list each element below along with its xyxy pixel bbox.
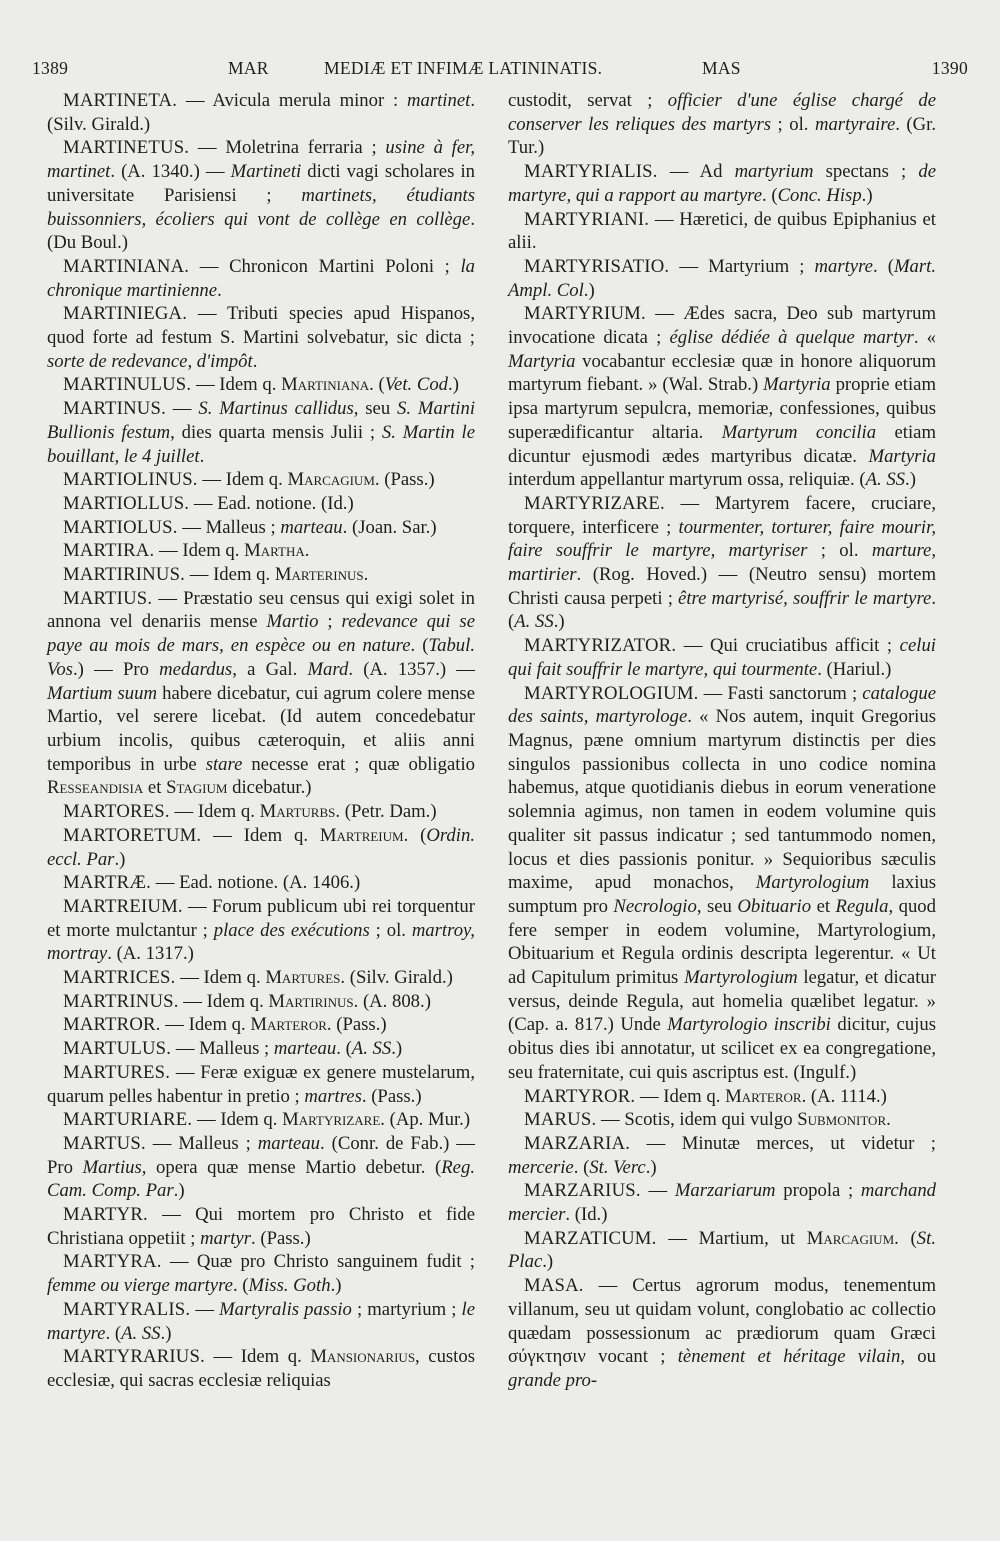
entry-definition: — Qui cruciatibus afficit ; celui qui fait souffrir le martyre, qui tourmente. (Hariul.) [508,635,936,680]
entry-lemma: MARTURIARE. [63,1109,193,1131]
entry-definition: — Idem q. Marcagium. (Pass.) [197,469,435,491]
entry-definition: — Ædes sacra, Deo sub martyrum invocatione dicata ; église dédiée à quelque martyr. « Martyria vocabantur ecclesiæ quæ in honore aliquorum martyrum fiebant. » (Wal. Strab.) Martyria proprie etiam ipsa martyrum sepulcra, memoriæ, confessiones, quibus superædificantur altaria. Martyrum concilia etiam dicuntur ejusmodi ædes martyribus dicatæ. Martyria interdum appellantur martyrum ossa, reliquiæ. (A. SS.) [508,303,937,491]
entry-definition: — Ead. notione. (Id.) [189,492,354,514]
guide-word-left: MAR [228,58,269,78]
entry-definition: — Præstatio seu census qui exigi solet in annona vel denariis mense Martio ; redevance qui se paye au mois de mars, en espèce ou en nature. (Tabul. Vos.) — Pro medardus, a Gal. Mard. (A. 1357.) — Martium suum habere dicebatur, cui agrum colere mense Martio, vel serere licebat. (Id autem concedebatur urbium incolis, quibus cæteroquin, et aliis anni temporibus in urbe stare necesse erat ; quæ obligatio Resseandisia et Stagium dicebatur.) [47,587,475,799]
entry-definition: — Martyrium ; martyre. (Mart. Ampl. Col.) [508,255,936,301]
entry-definition: — Certus agrorum modus, tenementum villanum, seu ut quidam volunt, conglobatio ac collectio quædam possessionum ac prædiorum quam Græci σύγκτησιν vocant ; tènement et héritage vilain, ou grande pro- [508,1275,936,1391]
dictionary-entry [47,492,475,516]
entry-lemma: MARTYRIALIS. [524,161,658,183]
entry-lemma: MARTINULUS. [63,374,192,396]
dictionary-entry [47,563,475,587]
entry-definition: — Idem q. Marteror. (A. 1114.) [635,1085,887,1107]
entry-definition: — Scotis, idem qui vulgo Submonitor. [596,1109,891,1131]
entry-definition: — S. Martinus callidus, seu S. Martini Bullionis festum, dies quarta mensis Julii ; S. Martin le bouillant, le 4 juillet. [47,398,476,467]
dictionary-entry [47,1108,475,1132]
entry-lemma: MARTINUS. [63,398,166,420]
entry-definition: — Idem q. Martha. [154,540,310,562]
dictionary-entry [47,895,475,966]
entry-definition: — Chronicon Martini Poloni ; la chronique martinienne. [47,255,475,301]
entry-definition: — Hæretici, de quibus Epiphanius et alii. [508,208,936,254]
page-number-right: 1390 [931,58,968,78]
dictionary-entry [508,302,936,492]
entry-lemma: MARTINETUS. [63,137,190,159]
entry-definition: — Idem q. Marturbs. (Petr. Dam.) [169,801,437,823]
dictionary-entry [47,89,475,136]
dictionary-entry [47,302,475,373]
dictionary-entry [508,1227,936,1274]
entry-definition: — Malleus ; marteau. (Conr. de Fab.) — Pro Martius, opera quæ mense Martio debetur. (Reg. Cam. Comp. Par.) [47,1132,475,1202]
entry-definition: — Martyrem facere, cruciare, torquere, interficere ; tourmenter, torturer, faire mourir, faire souffrir le martyre, martyriser ; ol. marture, martirier. (Rog. Hoved.) — (Neutro sensu) mortem Christi causa perpeti ; être martyrisé, souffrir le martyre. (A. SS.) [508,492,937,633]
entry-lemma: MARTIOLUS. [63,516,178,538]
dictionary-entry [47,255,475,302]
entry-lemma: MARTORES. [63,801,170,823]
entry-definition: — Idem q. Mansionarius, custos ecclesiæ, qui sacras ecclesiæ reliquias [47,1346,475,1391]
entry-lemma: MARTIOLINUS. [63,469,198,491]
dictionary-entry [47,871,475,895]
dictionary-entry [508,160,936,207]
dictionary-entry [508,634,936,681]
entry-lemma: MARTIOLLUS. [63,492,190,514]
dictionary-entry [47,397,475,468]
entry-definition: — Idem q. Martiniana. (Vet. Cod.) [191,374,459,396]
entry-lemma: MARTORETUM. [63,824,202,846]
entry-definition: — Idem q. Martures. (Silv. Girald.) [175,967,453,989]
entry-lemma: MARTYROLOGIUM. [524,682,699,704]
entry-definition: — Forum publicum ubi rei torquentur et morte mulctantur ; place des exécutions ; ol. martroy, mortray. (A. 1317.) [47,895,475,965]
dictionary-entry [47,1203,475,1250]
dictionary-entry [47,800,475,824]
entry-lemma: MARTYRA. [63,1251,162,1273]
entry-lemma: MARTYRIZATOR. [524,635,677,657]
entry-lemma: MASA. [524,1275,584,1297]
entry-definition: — Tributi species apud Hispanos, quod forte ad festum S. Martini solvebatur, sic dicta ; sorte de redevance, d'impôt. [47,303,475,372]
dictionary-entry [508,1108,936,1132]
dictionary-entry [508,255,936,302]
dictionary-entry [47,1013,475,1037]
entry-definition: — Idem q. Marterinus. [185,564,369,586]
dictionary-entry [508,1179,936,1226]
entry-definition: — Idem q. Martreium. (Ordin. eccl. Par.) [47,824,475,870]
entry-definition: — Marzariarum propola ; marchand mercier. (Id.) [508,1180,937,1226]
entry-lemma: MARTINIANA. [63,255,190,277]
dictionary-entry [47,539,475,563]
dictionary-entry [47,1345,475,1392]
entry-lemma: MARTRINUS. [63,990,179,1012]
entry-lemma: MARZARIA. [524,1132,631,1154]
entry-definition: — Idem q. Martirinus. (A. 808.) [178,990,431,1012]
entry-lemma: MARTIRINUS. [63,564,186,586]
dictionary-entry [508,492,936,634]
dictionary-entry [508,682,936,1085]
dictionary-entry [47,1132,475,1203]
dictionary-entry [47,468,475,492]
entry-definition: — Malleus ; marteau. (Joan. Sar.) [177,516,437,538]
entry-lemma: MARTYRIUM. [524,303,646,325]
dictionary-entry [47,824,475,871]
page-number-left: 1389 [32,58,69,78]
entry-lemma: MARTYR. [63,1204,148,1226]
entry-lemma: MARTREIUM. [63,895,183,917]
left-column [47,89,475,1393]
dictionary-entry [47,1037,475,1061]
entry-definition: — Minutæ merces, ut videtur ; mercerie. (St. Verc.) [508,1132,936,1178]
entry-lemma: MARTIUS. [63,587,153,609]
entry-definition: — Malleus ; marteau. (A. SS.) [171,1038,403,1060]
entry-definition: — Idem q. Martyrizare. (Ap. Mur.) [192,1109,471,1131]
entry-definition: — Ead. notione. (A. 1406.) [151,872,361,894]
entry-lemma: MARTYRIZARE. [524,492,665,514]
entry-lemma: MARTROR. [63,1014,161,1036]
dictionary-entry [47,587,475,800]
guide-word-right: MAS [702,58,741,78]
dictionary-entry [47,1250,475,1297]
dictionary-entry [47,516,475,540]
entry-definition: — Quæ pro Christo sanguinem fudit ; femme ou vierge martyre. (Miss. Goth.) [47,1251,475,1297]
entry-lemma: MARTULUS. [63,1038,172,1060]
dictionary-entry [47,136,475,255]
entry-lemma: MARTUS. [63,1132,146,1154]
entry-lemma: MARTYROR. [524,1085,636,1107]
entry-definition: — Moletrina ferraria ; usine à fer, martinet. (A. 1340.) — Martineti dicti vagi scholares in universitate Parisiensi ; martinets, étudiants buissonniers, écoliers qui vont de collège en collège. (Du Boul.) [47,137,475,254]
dictionary-entry [47,373,475,397]
entry-lemma: MARZARIUS. [524,1180,641,1202]
entry-lemma: MARTYRIANI. [524,208,650,230]
dictionary-entry [47,1298,475,1345]
running-header [32,58,968,84]
dictionary-entry [508,1132,936,1179]
dictionary-entry [508,208,936,255]
entry-definition: — Feræ exiguæ ex genere mustelarum, quarum pelles habentur in pretio ; martres. (Pass.) [47,1061,475,1107]
entry-lemma: MARTRICES. [63,967,176,989]
entry-definition: — Martyralis passio ; martyrium ; le martyre. (A. SS.) [47,1298,475,1344]
entry-lemma: MARTIRA. [63,540,155,562]
entry-definition: — Qui mortem pro Christo et fide Christiana oppetiit ; martyr. (Pass.) [47,1204,475,1249]
entry-definition: — Fasti sanctorum ; catalogue des saints, martyrologe. « Nos autem, inquit Gregorius Magnus, pæne omnium martyrum distinctis per dies singulos passionibus collecta in uno codice nomina habemus, atque quotidianis diebus in eorum veneratione solemnia agimus, non tamen in eodem volumine quis qualiter sit passus indicatur ; sed tantummodo nomen, locus et dies passionis ponitur. » Sequioribus sæculis maxime, apud monachos, Martyrologium laxius sumptum pro Necrologio, seu Obituario et Regula, quod fere semper in eodem volumine, Martyrologium, Obituarium et Regula ordinis descripta legerentur. « Ut ad Capitulum primitus Martyrologium legatur, et dicatur versus, deinde Regula, aut homelia quælibet legatur. » (Cap. a. 817.) Unde Martyrologio inscribi dicitur, cujus obitus dies ibi annotatur, ut scilicet ex ea congregatione, seu fraternitate, cui quis ascriptus est. (Ingulf.) [508,682,937,1083]
entry-lemma: MARZATICUM. [524,1227,657,1249]
entry-lemma: MARTINETA. [63,90,178,111]
entry-definition: — Avicula merula minor : martinet. (Silv. Girald.) [47,90,475,135]
entry-definition: custodit, servat ; officier d'une église chargé de conserver les reliques des martyrs ; ol. martyraire. (Gr. Tur.) [508,90,936,159]
dictionary-entry [508,1085,936,1109]
entry-lemma: MARTYRISATIO. [524,255,670,277]
running-title: MEDIÆ ET INFIMÆ LATININATIS. [324,58,603,78]
entry-lemma: MARTYRARIUS. [63,1346,205,1368]
entry-lemma: MARUS. [524,1109,597,1131]
entry-definition: — Idem q. Marteror. (Pass.) [160,1014,387,1036]
entry-definition: — Ad martyrium spectans ; de martyre, qui a rapport au martyre. (Conc. Hisp.) [508,161,937,206]
entry-lemma: MARTRÆ. [63,872,152,894]
dictionary-entry [47,966,475,990]
dictionary-entry [47,1061,475,1108]
right-column [508,89,936,1393]
dictionary-entry [508,1274,936,1393]
dictionary-entry [47,990,475,1014]
entry-definition: — Martium, ut Marcagium. (St. Plac.) [508,1227,936,1273]
entry-lemma: MARTYRALIS. [63,1298,191,1320]
entry-lemma: MARTURES. [63,1061,171,1083]
entry-lemma: MARTINIEGA. [63,303,188,325]
dictionary-entry [508,89,936,160]
